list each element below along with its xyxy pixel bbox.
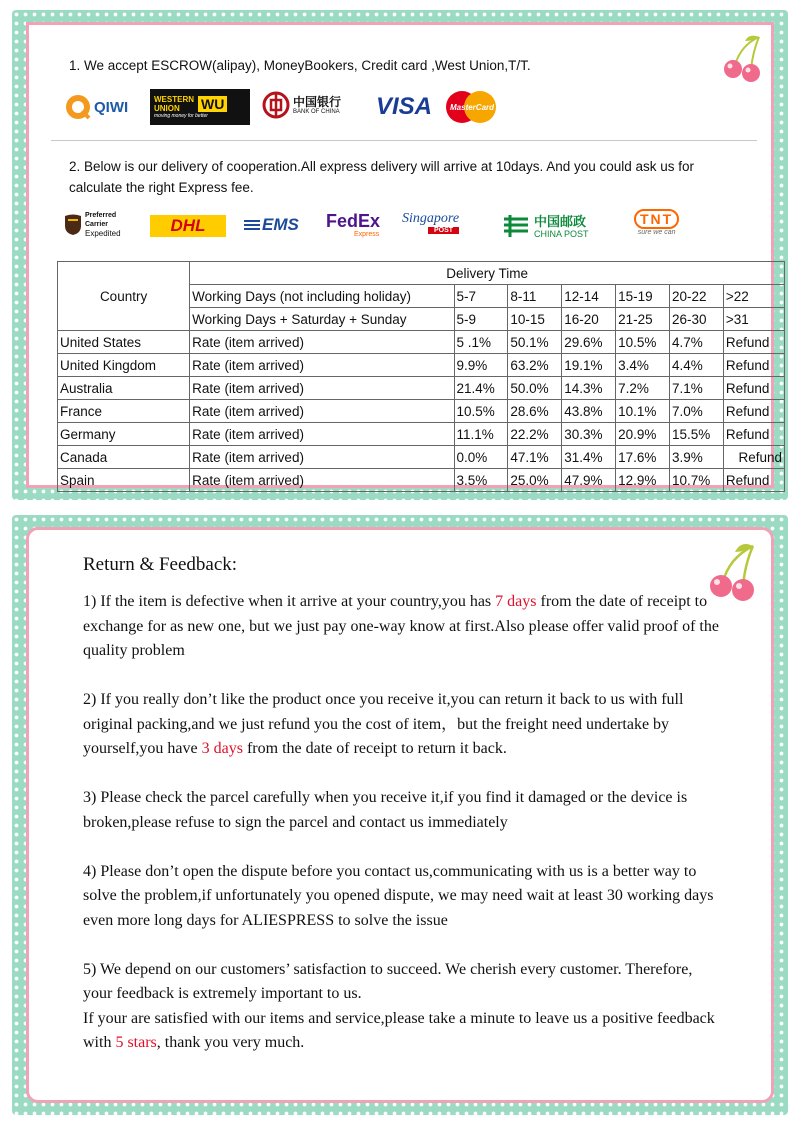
fedex-sub-label: Express — [354, 231, 380, 238]
table-cell: 20-22 — [670, 285, 724, 308]
table-cell: 15.5% — [670, 423, 724, 446]
fedex-label: FedEx — [326, 211, 381, 231]
table-cell: 43.8% — [562, 400, 616, 423]
row-label: Working Days (not including holiday) — [190, 285, 454, 308]
ems-stripes-icon — [244, 220, 260, 230]
dhl-logo — [150, 215, 226, 237]
table-cell: 26-30 — [670, 308, 724, 331]
policy-text: If your are satisfied with our items and service,please take a minute to leave us a positive feedback with — [83, 1009, 715, 1051]
return-feedback-body — [83, 590, 723, 1056]
table-cell: Refund — [723, 446, 784, 469]
table-cell: 7.0% — [670, 400, 724, 423]
wu-top-text: WESTERN — [154, 95, 194, 104]
row-label: Rate (item arrived) — [190, 331, 454, 354]
wu-mid-text: UNION — [154, 104, 180, 113]
table-cell: 4.4% — [670, 354, 724, 377]
country-cell: Spain — [58, 469, 190, 492]
row-label: Rate (item arrived) — [190, 377, 454, 400]
qiwi-logo — [64, 93, 128, 121]
table-cell: Refund — [723, 354, 784, 377]
table-cell: 16-20 — [562, 308, 616, 331]
policy-text: 1) If the item is defective when it arrive at your country,you has — [83, 593, 496, 610]
mastercard-label: MasterCard — [450, 102, 495, 112]
payment-logos — [64, 87, 684, 127]
table-row — [58, 331, 785, 354]
row-label: Rate (item arrived) — [190, 423, 454, 446]
mastercard-logo — [444, 89, 498, 125]
return-feedback-title: Return & Feedback: — [83, 554, 238, 575]
table-cell: Refund — [723, 469, 784, 492]
table-cell: 3.9% — [670, 446, 724, 469]
table-cell: 11.1% — [454, 423, 508, 446]
singapore-post-label: POST — [428, 227, 459, 234]
ups-shield-icon — [64, 214, 82, 236]
singapore-post-logo — [402, 211, 459, 234]
table-cell: Refund — [723, 331, 784, 354]
ups-line-3: Expedited — [85, 229, 121, 238]
return-feedback-card — [26, 527, 774, 1103]
policy-item-3: 3) Please check the parcel carefully when you receive it,if you find it damaged or the device is broken,please refuse to sign the parcel and contact us immediately — [83, 789, 688, 831]
table-row — [58, 446, 785, 469]
shipping-carrier-logos — [64, 209, 724, 249]
policy-item-2 — [83, 688, 723, 762]
payment-delivery-panel — [12, 10, 788, 500]
table-cell: 47.9% — [562, 469, 616, 492]
table-cell: 12-14 — [562, 285, 616, 308]
table-row — [58, 423, 785, 446]
table-cell: 7.2% — [616, 377, 670, 400]
country-cell: United States — [58, 331, 190, 354]
table-cell: 10.1% — [616, 400, 670, 423]
wu-tagline: moving money for better — [154, 113, 208, 119]
row-label: Working Days + Saturday + Sunday — [190, 308, 454, 331]
singapore-label: Singapore — [402, 211, 460, 226]
western-union-logo — [150, 89, 250, 125]
table-cell: 12.9% — [616, 469, 670, 492]
delivery-time-table — [57, 261, 785, 492]
table-cell: 14.3% — [562, 377, 616, 400]
china-post-logo — [502, 213, 589, 239]
cherry-icon — [719, 31, 767, 83]
table-cell: >31 — [723, 308, 784, 331]
boc-chinese-text: 中国银行 — [293, 95, 342, 109]
delivery-time-header: Delivery Time — [190, 262, 785, 285]
row-label: Rate (item arrived) — [190, 469, 454, 492]
table-cell: 3.4% — [616, 354, 670, 377]
tnt-tagline: sure we can — [637, 229, 676, 236]
country-cell: Canada — [58, 446, 190, 469]
table-cell: 10.5% — [616, 331, 670, 354]
qiwi-icon — [64, 93, 92, 121]
table-cell: 5-7 — [454, 285, 508, 308]
row-label: Rate (item arrived) — [190, 446, 454, 469]
china-post-chinese: 中国邮政 — [534, 213, 587, 229]
table-cell: 47.1% — [508, 446, 562, 469]
table-cell: 30.3% — [562, 423, 616, 446]
country-cell: Australia — [58, 377, 190, 400]
table-cell: 3.5% — [454, 469, 508, 492]
table-cell: 17.6% — [616, 446, 670, 469]
table-cell: 31.4% — [562, 446, 616, 469]
table-row — [58, 377, 785, 400]
table-row — [58, 469, 785, 492]
highlight-text: 7 days — [495, 593, 537, 610]
fedex-logo — [326, 211, 380, 238]
country-cell: United Kingdom — [58, 354, 190, 377]
policy-text: 5) We depend on our customers’ satisfaction to succeed. We cherish every customer. Therefore, your feedback is extremely important to us. — [83, 960, 693, 1002]
table-cell: 25.0% — [508, 469, 562, 492]
visa-logo — [376, 93, 432, 121]
table-cell: 63.2% — [508, 354, 562, 377]
table-cell: >22 — [723, 285, 784, 308]
table-cell: 5 .1% — [454, 331, 508, 354]
table-cell: 10.7% — [670, 469, 724, 492]
policy-text: , thank you very much. — [156, 1034, 305, 1051]
country-header: Country — [58, 262, 190, 331]
policy-item-5 — [83, 958, 723, 1056]
table-cell: 21-25 — [616, 308, 670, 331]
table-cell: 7.1% — [670, 377, 724, 400]
policy-text: from the date of receipt to exchange for as new one, but we just pay one-way know at first.Also please offer valid proof of the quality problem — [83, 593, 719, 659]
highlight-text: 5 stars — [115, 1034, 157, 1051]
table-cell: Refund — [723, 423, 784, 446]
table-cell: 20.9% — [616, 423, 670, 446]
row-label: Rate (item arrived) — [190, 354, 454, 377]
payment-delivery-card — [26, 22, 782, 488]
table-cell: 4.7% — [670, 331, 724, 354]
table-cell: Refund — [723, 400, 784, 423]
return-feedback-panel — [12, 515, 788, 1115]
ups-line-1: Preferred — [85, 212, 117, 219]
ups-logo — [64, 211, 121, 238]
table-cell: 22.2% — [508, 423, 562, 446]
policy-text: 2) If you really don’t like the product once you receive it,you can return it back to us with full original packing,and we just refund you the cost of item，but the freight need undertake by yourself,you have — [83, 691, 684, 757]
table-row — [58, 354, 785, 377]
table-row — [58, 400, 785, 423]
table-cell: 0.0% — [454, 446, 508, 469]
table-cell: 28.6% — [508, 400, 562, 423]
table-cell: 8-11 — [508, 285, 562, 308]
delivery-text: 2. Below is our delivery of cooperation.All express delivery will arrive at 10days. And you could ask us for calculate the right Express fee. — [69, 159, 695, 195]
visa-label: VISA — [376, 93, 433, 120]
ups-line-2: Carrier — [85, 221, 108, 228]
section-divider — [51, 140, 757, 141]
table-cell: 5-9 — [454, 308, 508, 331]
table-cell: 50.1% — [508, 331, 562, 354]
china-post-icon — [502, 213, 530, 239]
dhl-label: DHL — [170, 216, 206, 235]
policy-item-4: 4) Please don’t open the dispute before you contact us,communicating with us is a better way to solve the problem,if unfortunately you opened dispute, we may need wait at least 30 working days even more long days for ALIESPRESS to solve the issue — [83, 862, 714, 929]
tnt-label: TNT — [634, 209, 679, 229]
highlight-text: 3 days — [201, 740, 243, 757]
tnt-logo — [634, 209, 679, 236]
table-cell: 29.6% — [562, 331, 616, 354]
table-cell: 21.4% — [454, 377, 508, 400]
ems-label: EMS — [262, 215, 299, 234]
table-cell: 50.0% — [508, 377, 562, 400]
table-cell: 15-19 — [616, 285, 670, 308]
boc-english-text: BANK OF CHINA — [293, 109, 340, 115]
table-cell: 10-15 — [508, 308, 562, 331]
policy-text: from the date of receipt to return it back. — [242, 740, 507, 757]
table-cell: 9.9% — [454, 354, 508, 377]
table-cell: 10.5% — [454, 400, 508, 423]
qiwi-label: QIWI — [94, 98, 129, 116]
country-cell: Germany — [58, 423, 190, 446]
table-cell: 19.1% — [562, 354, 616, 377]
row-label: Rate (item arrived) — [190, 400, 454, 423]
table-cell: Refund — [723, 377, 784, 400]
bank-of-china-icon — [262, 91, 290, 119]
bank-of-china-logo — [262, 91, 341, 119]
ems-logo — [244, 215, 299, 235]
table-header-row — [58, 262, 785, 285]
country-cell: France — [58, 400, 190, 423]
payment-methods-text: 1. We accept ESCROW(alipay), MoneyBookers, Credit card ,West Union,T/T. — [69, 58, 531, 73]
china-post-english: CHINA POST — [534, 228, 589, 239]
policy-item-1 — [83, 590, 723, 664]
wu-mark: WU — [198, 96, 227, 112]
